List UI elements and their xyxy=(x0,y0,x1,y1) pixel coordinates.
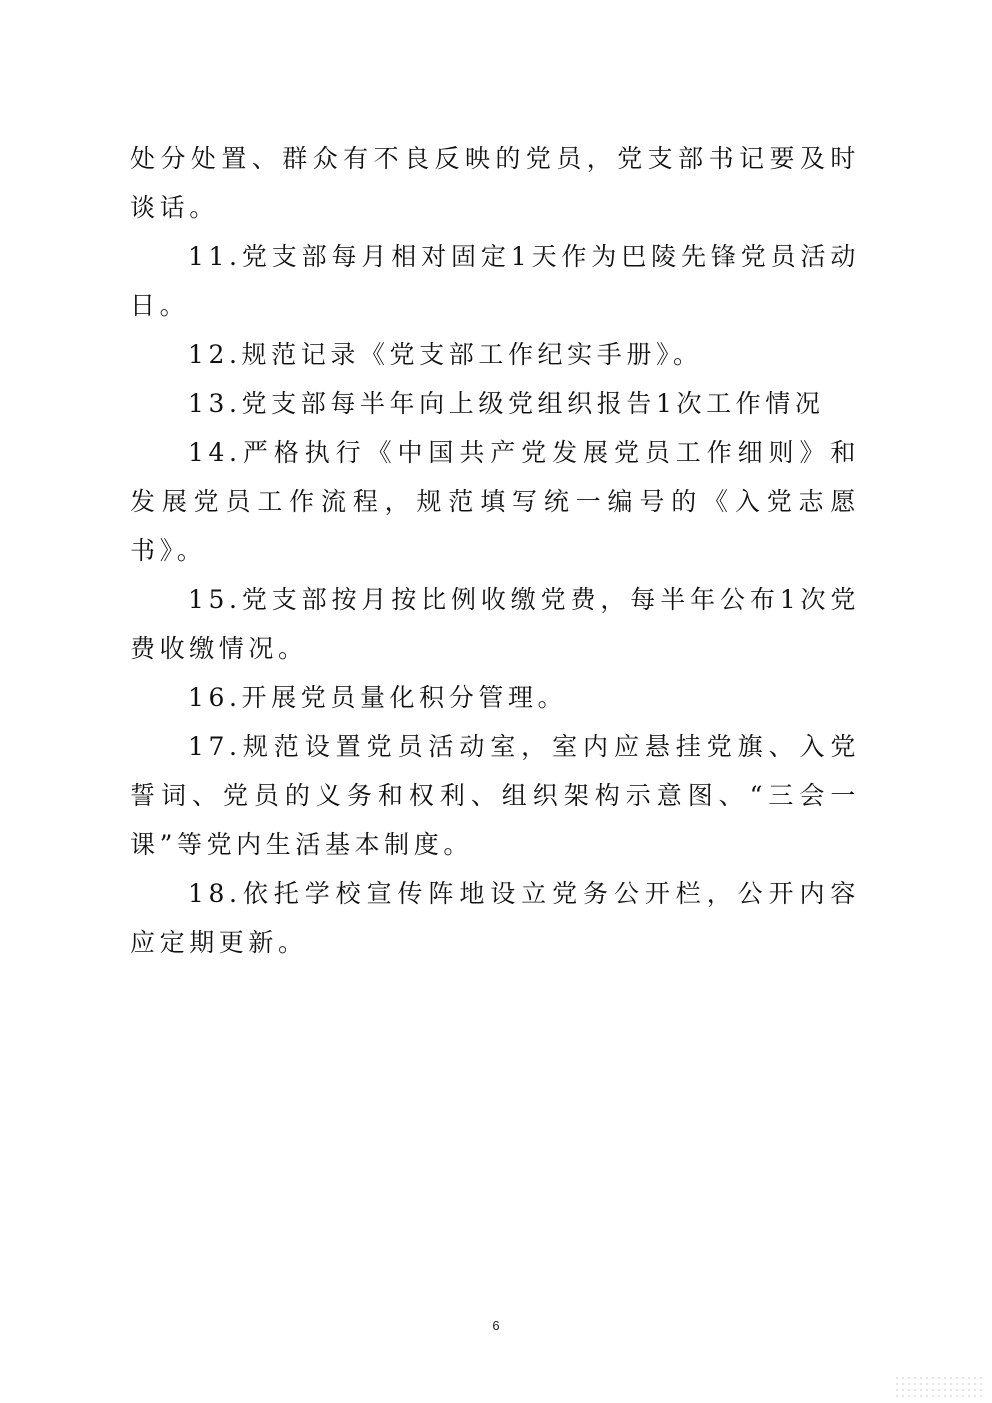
paragraph-item-12: 12.规范记录《党支部工作纪实手册》。 xyxy=(188,340,703,369)
document-body xyxy=(130,134,860,967)
paragraph-item-16: 16.开展党员量化积分管理。 xyxy=(188,683,568,712)
paragraph-item-17: 17.规范设置党员活动室，室内应悬挂党旗、入党誓词、党员的义务和权利、组织架构示意图、“三会一课”等党内生活基本制度。 xyxy=(130,732,860,859)
paragraph-item-11: 11.党支部每月相对固定1天作为巴陵先锋党员活动日。 xyxy=(130,242,860,320)
paragraph-item-18: 18.依托学校宣传阵地设立党务公开栏，公开内容应定期更新。 xyxy=(130,879,860,957)
scan-artifact xyxy=(894,1375,984,1397)
paragraph-continuation: 处分处置、群众有不良反映的党员，党支部书记要及时谈话。 xyxy=(130,144,860,222)
page-number: 6 xyxy=(492,1318,500,1333)
paragraph-item-15: 15.党支部按月按比例收缴党费，每半年公布1次党费收缴情况。 xyxy=(130,585,860,663)
paragraph-item-13: 13.党支部每半年向上级党组织报告1次工作情况 xyxy=(188,389,825,418)
paragraph-item-14: 14.严格执行《中国共产党发展党员工作细则》和发展党员工作流程，规范填写统一编号的《入党志愿书》。 xyxy=(130,438,860,565)
